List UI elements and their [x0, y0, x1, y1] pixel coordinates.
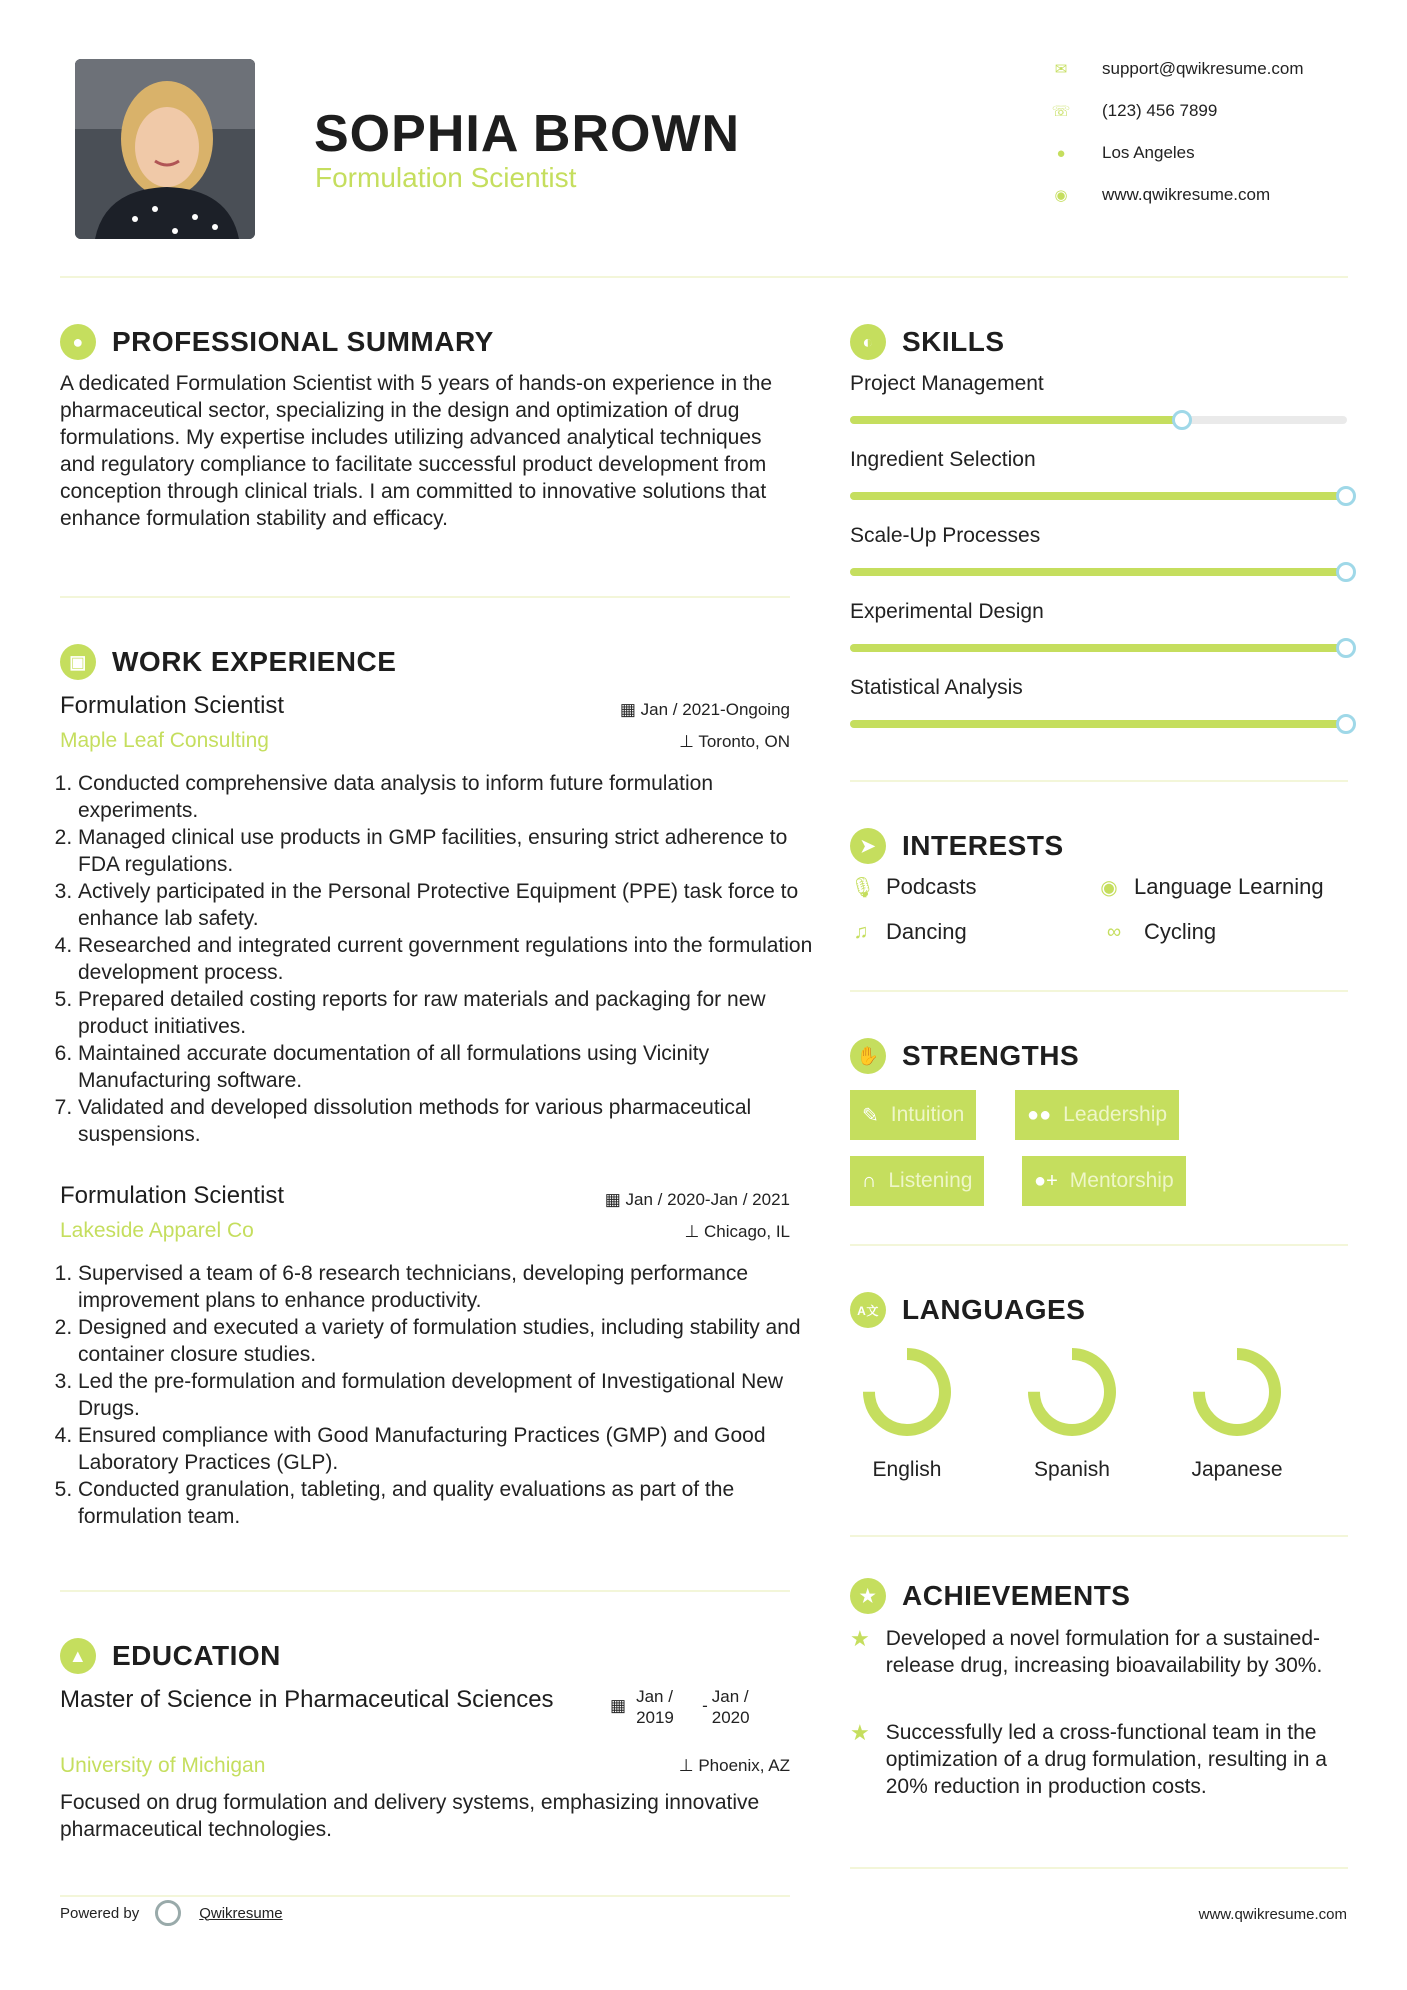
strength-label: Intuition — [890, 1103, 965, 1126]
job-2-bullet: 1. Supervised a team of 6-8 research technicians, developing performance improvement plans to enhance productivity. — [78, 1260, 813, 1314]
footer-divider-right — [850, 1867, 1348, 1869]
education-date-start: Jan / 2019 — [636, 1687, 674, 1727]
skill-bar-fill — [850, 720, 1347, 728]
music-note-icon: ♫ — [853, 920, 869, 943]
skill-label: Project Management — [850, 372, 1044, 395]
footer-divider-left — [60, 1895, 790, 1897]
skill-bar-knob — [1336, 638, 1356, 658]
experience-title: WORK EXPERIENCE — [112, 646, 397, 677]
profile-photo — [75, 59, 255, 239]
job-1-date — [620, 700, 790, 720]
skill-bar — [850, 644, 1347, 652]
languages-heading — [850, 1292, 1085, 1328]
job-2-date — [605, 1190, 790, 1210]
skill-bar — [850, 568, 1347, 576]
job-1-bullet: 6. Maintained accurate documentation of all formulations using Vicinity Manufacturing software. — [78, 1040, 813, 1094]
languages-title: LANGUAGES — [902, 1294, 1086, 1325]
pushpin-icon: ⊥ — [679, 732, 694, 751]
job-2-bullets — [58, 1260, 813, 1530]
envelope-icon: ✉ — [1054, 61, 1068, 78]
skill-label: Ingredient Selection — [850, 448, 1036, 471]
summary-text: A dedicated Formulation Scientist with 5 years of hands-on experience in the pharmaceutical sector, specializing in the design and optimization of drug formulations. My expertise includes utilizing advanced analytical techniques and regulatory compliance to facilitate successful product development from conception through clinical trials. I am committed to innovative solutions that enhance formulation stability and efficacy. — [60, 372, 773, 530]
interest-label: Language Learning — [1134, 874, 1324, 899]
skill-bar — [850, 492, 1347, 500]
contact-website-text: www.qwikresume.com — [1102, 185, 1271, 204]
language-label: Japanese — [1191, 1458, 1283, 1481]
language-label: Spanish — [1034, 1458, 1110, 1481]
hand-icon: ✋ — [850, 1038, 886, 1074]
headphones-icon: ∩ — [862, 1169, 877, 1192]
achievements-title: ACHIEVEMENTS — [902, 1580, 1131, 1611]
interest-language-learning — [1098, 874, 1324, 900]
job-1-title: Formulation Scientist — [60, 692, 285, 719]
strengths-title: STRENGTHS — [902, 1040, 1080, 1071]
education-location-text: Phoenix, AZ — [698, 1756, 790, 1775]
contact-email-text: support@qwikresume.com — [1102, 59, 1304, 78]
job-1-location-text: Toronto, ON — [698, 732, 790, 751]
interest-cycling — [1098, 919, 1216, 945]
experience-divider — [60, 1590, 790, 1592]
contact-email[interactable] — [1050, 58, 1304, 80]
calendar-icon: ▦ — [619, 700, 636, 719]
candidate-role: Formulation Scientist — [315, 162, 577, 193]
bicycle-icon: ∞ — [1106, 920, 1122, 943]
skills-title: SKILLS — [902, 326, 1005, 357]
interest-label: Dancing — [886, 919, 967, 944]
skill-label: Scale-Up Processes — [850, 524, 1041, 547]
magic-wand-icon: ✎ — [862, 1104, 879, 1127]
header-divider — [60, 276, 1348, 278]
date-separator: - — [702, 1696, 708, 1715]
education-title: EDUCATION — [112, 1640, 281, 1671]
skill-bar-knob — [1336, 714, 1356, 734]
powered-by — [60, 1900, 283, 1926]
job-1-bullet: 7. Validated and developed dissolution methods for various pharmaceutical suspensions. — [78, 1094, 813, 1148]
strength-label: Leadership — [1063, 1103, 1168, 1126]
user-plus-icon: ●+ — [1034, 1169, 1058, 1192]
brand-link[interactable]: Qwikresume — [199, 1904, 283, 1922]
interest-label: Cycling — [1144, 919, 1217, 944]
language-ring — [857, 1342, 957, 1442]
interest-dancing — [850, 919, 967, 945]
job-2-bullet: 3. Led the pre-formulation and formulation development of Investigational New Drugs. — [78, 1368, 813, 1422]
job-2-location — [684, 1222, 790, 1242]
strengths-divider — [850, 1244, 1348, 1246]
strength-label: Mentorship — [1069, 1169, 1174, 1192]
education-location — [679, 1756, 790, 1776]
summary-title: PROFESSIONAL SUMMARY — [112, 326, 494, 357]
lightbulb-icon: ◐ — [850, 324, 886, 360]
user-icon: ● — [60, 324, 96, 360]
language-icon: A文 — [850, 1292, 886, 1328]
skills-heading — [850, 324, 1005, 360]
skill-label: Statistical Analysis — [850, 676, 1023, 699]
powered-by-text: Powered by — [60, 1904, 140, 1922]
star-badge-icon: ★ — [850, 1578, 886, 1614]
skill-bar-fill — [850, 644, 1347, 652]
interest-podcasts — [850, 874, 977, 900]
pushpin-icon: ⊥ — [684, 1222, 700, 1241]
globe-icon: ◉ — [1054, 187, 1068, 204]
job-1-bullet: 3. Actively participated in the Personal Protective Equipment (PPE) task force to enhance lab safety. — [78, 878, 813, 932]
phone-icon: ☏ — [1051, 103, 1071, 120]
users-icon: ●● — [1027, 1103, 1052, 1126]
strength-tag — [1015, 1090, 1179, 1140]
skill-bar-knob — [1336, 562, 1356, 582]
language-label: English — [872, 1458, 942, 1481]
achievement-item — [850, 1719, 1348, 1800]
job-1-bullets — [58, 770, 813, 1148]
contact-phone[interactable] — [1050, 100, 1217, 122]
pushpin-icon: ⊥ — [678, 1756, 694, 1775]
strength-label: Listening — [888, 1169, 973, 1192]
skill-bar-fill — [850, 492, 1347, 500]
skill-bar — [850, 720, 1347, 728]
interests-heading — [850, 828, 1064, 864]
skill-bar-fill — [850, 568, 1347, 576]
job-2-title: Formulation Scientist — [60, 1182, 285, 1209]
education-heading — [60, 1638, 281, 1674]
education-date-end: Jan / 2020 — [711, 1687, 750, 1727]
achievement-item — [850, 1625, 1348, 1679]
strength-tag — [850, 1090, 976, 1140]
graduation-cap-icon: ▲ — [60, 1638, 96, 1674]
strengths-heading — [850, 1038, 1079, 1074]
education-text: Focused on drug formulation and delivery systems, emphasizing innovative pharmaceutical technologies. — [60, 1791, 760, 1841]
interests-title: INTERESTS — [902, 830, 1064, 861]
education-school: University of Michigan — [60, 1754, 266, 1777]
contact-website[interactable] — [1050, 184, 1270, 206]
achievements-heading — [850, 1578, 1130, 1614]
briefcase-icon: ▣ — [60, 644, 96, 680]
calendar-icon: ▦ — [604, 1190, 621, 1209]
skill-label: Experimental Design — [850, 600, 1044, 623]
job-1-date-text: Jan / 2021-Ongoing — [640, 700, 790, 719]
job-2-company: Lakeside Apparel Co — [60, 1219, 254, 1242]
skills-divider — [850, 780, 1348, 782]
education-dates — [610, 1686, 766, 1728]
languages-divider — [850, 1535, 1348, 1537]
language-ring — [1187, 1342, 1287, 1442]
language-ring — [1022, 1342, 1122, 1442]
education-degree: Master of Science in Pharmaceutical Sciences — [60, 1686, 554, 1713]
contact-phone-text: (123) 456 7899 — [1102, 101, 1218, 120]
contact-location — [1050, 142, 1195, 164]
job-2-bullet: 5. Conducted granulation, tableting, and quality evaluations as part of the formulation team. — [78, 1476, 813, 1530]
contact-location-text: Los Angeles — [1102, 143, 1195, 162]
summary-heading — [60, 324, 494, 360]
job-2-date-text: Jan / 2020-Jan / 2021 — [625, 1190, 790, 1209]
job-1-location — [679, 732, 790, 752]
skill-bar — [850, 416, 1347, 424]
experience-heading — [60, 644, 396, 680]
globe-icon: ◉ — [1100, 876, 1118, 899]
summary-divider — [60, 596, 790, 598]
skill-bar-fill — [850, 416, 1183, 424]
microphone-icon: 🎙 — [850, 876, 876, 899]
job-1-company: Maple Leaf Consulting — [60, 729, 269, 752]
skill-bar-knob — [1336, 486, 1356, 506]
skill-bar-knob — [1172, 410, 1192, 430]
achievement-text: Developed a novel formulation for a sustained-release drug, increasing bioavailability by 30%. — [885, 1627, 1323, 1677]
interests-divider — [850, 990, 1348, 992]
paper-plane-icon: ➤ — [850, 828, 886, 864]
job-1-bullet: 2. Managed clinical use products in GMP facilities, ensuring strict adherence to FDA regulations. — [78, 824, 813, 878]
job-2-location-text: Chicago, IL — [704, 1222, 790, 1241]
job-1-bullet: 1. Conducted comprehensive data analysis to inform future formulation experiments. — [78, 770, 813, 824]
job-2-bullet: 2. Designed and executed a variety of formulation studies, including stability and container closure studies. — [78, 1314, 813, 1368]
location-pin-icon: ● — [1056, 144, 1066, 162]
job-1-bullet: 5. Prepared detailed costing reports for raw materials and packaging for new product initiatives. — [78, 986, 813, 1040]
candidate-name: SOPHIA BROWN — [314, 105, 741, 163]
footer-url[interactable]: www.qwikresume.com — [1198, 1906, 1347, 1923]
job-1-bullet: 4. Researched and integrated current government regulations into the formulation development process. — [78, 932, 813, 986]
star-icon: ★ — [850, 1720, 870, 1745]
strength-tag — [1022, 1156, 1186, 1206]
qwikresume-logo-icon — [155, 1900, 181, 1926]
calendar-icon: ▦ — [610, 1696, 627, 1715]
achievement-text: Successfully led a cross-functional team in the optimization of a drug formulation, resulting in a 20% reduction in production costs. — [885, 1721, 1327, 1798]
strength-tag — [850, 1156, 984, 1206]
star-icon: ★ — [850, 1626, 870, 1651]
interest-label: Podcasts — [886, 874, 977, 899]
job-2-bullet: 4. Ensured compliance with Good Manufacturing Practices (GMP) and Good Laboratory Practices (GLP). — [78, 1422, 813, 1476]
